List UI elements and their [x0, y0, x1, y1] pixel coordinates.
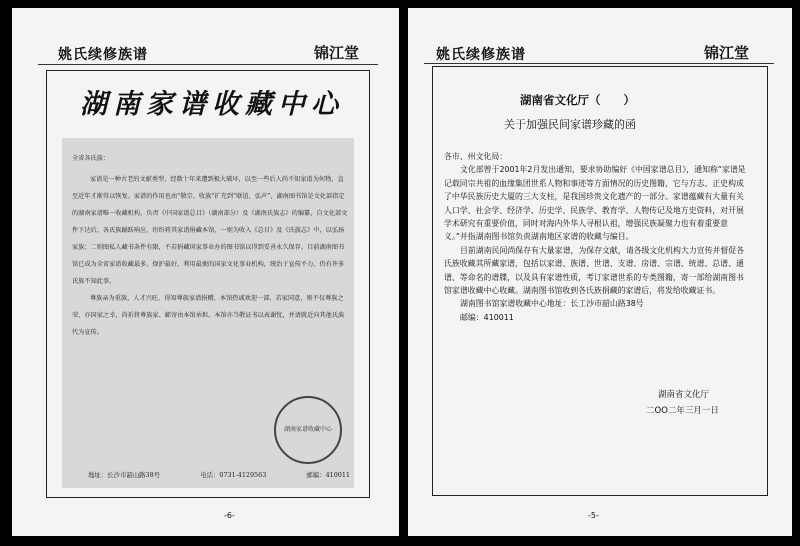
right-page-number: -5- — [588, 511, 599, 520]
right-paragraph: 目前湖南民间尚保存有大量家谱，为保存文献，请各级文化机构大力宣传并督促各氏族收藏其所藏家谱，包括以家谱、族谱、世谱、支谱、房谱、宗谱、统谱、总谱、通谱、等命名的谱牒，以及具有家谱性质，考订家谱世系的专类图籍，寄一部给湖南图书馆家谱收藏中心收藏。湖南图书馆收到各氏族捐藏的家谱后，将发给收藏证书。 — [444, 245, 745, 296]
footer-postcode: 邮编：410011 — [306, 471, 350, 479]
right-paragraph: 文化部曾于2001年2月发出通知，要求协助编好《中国家谱总目》，通知称“家谱是记载同宗共祖的血缘集团世系人物和事迹等方面情况的历史图籍，它与方志、正史构成了中华民族历史大厦的三大支柱，是我国珍贵文化遗产的一部分。家谱蕴藏有大量有关人口学、社会学、经济学、历史学、民族学、教育学、人物传记及地方史资料，对开展学术研究有重要价值，同时对海内外华人寻根认祖，增强民族凝聚力也有着重要意义。”并指湖南图书馆负责湖南地区家谱的收藏与编目。 — [444, 165, 746, 242]
calligraphy-title: 湖南家谱收藏中心 — [80, 89, 344, 120]
footer-address: 地址：长沙市韶山路38号 — [88, 471, 161, 479]
right-header-title: 姚氏续修族谱 — [436, 47, 526, 63]
right-salutation: 各市、州文化局： — [444, 152, 508, 161]
right-header-hall: 锦江堂 — [704, 44, 750, 62]
official-seal-stamp: 湖南家谱收藏中心 — [274, 396, 342, 464]
address-line: 湖南图书馆家谱收藏中心地址：长工沙市韶山路38号 — [460, 299, 644, 309]
left-paragraph: 尊族亲为重族，人才兴旺，得知尊族家谱捐赠，本馆热诚欢迎一部、若家同意，则不仅尊族之荣，亦国家之幸，尚祈将尊族家、邮寄由本馆承担。本馆亦当敬证书以表谢忱，并请就近向其他氏族代为宣传。 — [72, 295, 345, 336]
left-page-number: -6- — [224, 511, 235, 520]
letter-date: 二OO二年三月一日 — [646, 406, 719, 416]
left-salutation: 全省各氏族： — [72, 155, 110, 162]
left-header-rule — [38, 64, 378, 65]
postcode-line: 邮编：410011 — [460, 312, 514, 322]
left-header-hall: 锦江堂 — [314, 44, 360, 62]
letter-subtitle: 关于加强民间家谱珍藏的函 — [504, 118, 636, 131]
footer-phone: 电话：0731-4129563 — [200, 471, 267, 479]
left-letter-body — [72, 150, 348, 341]
right-letter-body — [444, 150, 750, 324]
letter-title: 湖南省文化厅（ ） — [520, 93, 635, 107]
left-paragraph: 家谱是一种古老的文献类型，经数十年来遭到极大破坏，以至一些后人尚不知家谱为何物，直至近年才渐得以恢复。家谱的作用也由“敬宗、收族”扩充到“联谊、弘声”，湖南图书馆是文化部指定的湖南家谱唯一收藏机构，负责《中国家谱总目》（湖南部分）及《湖南氏族志》的编纂，自文化部文件下达后，各氏族踊跃响应，纷纷将其家谱捐藏本馆，一则为收入《总目》及《氏族志》中，以弘扬家族；二则图私人藏书条件有限，不若捐藏国家事业办的图书馆以得到妥善永久保存。目前湖南图书馆已成为全省家谱收藏最多、保护最好、利用最便的国家文化事业机构，统治于宣传不力，仍有许多氏族不知此事。 — [72, 176, 348, 285]
signature: 湖南省文化厅 — [658, 390, 710, 400]
left-header-title: 姚氏续修族谱 — [58, 47, 148, 63]
right-header-rule — [424, 63, 774, 64]
left-footer — [88, 470, 350, 479]
